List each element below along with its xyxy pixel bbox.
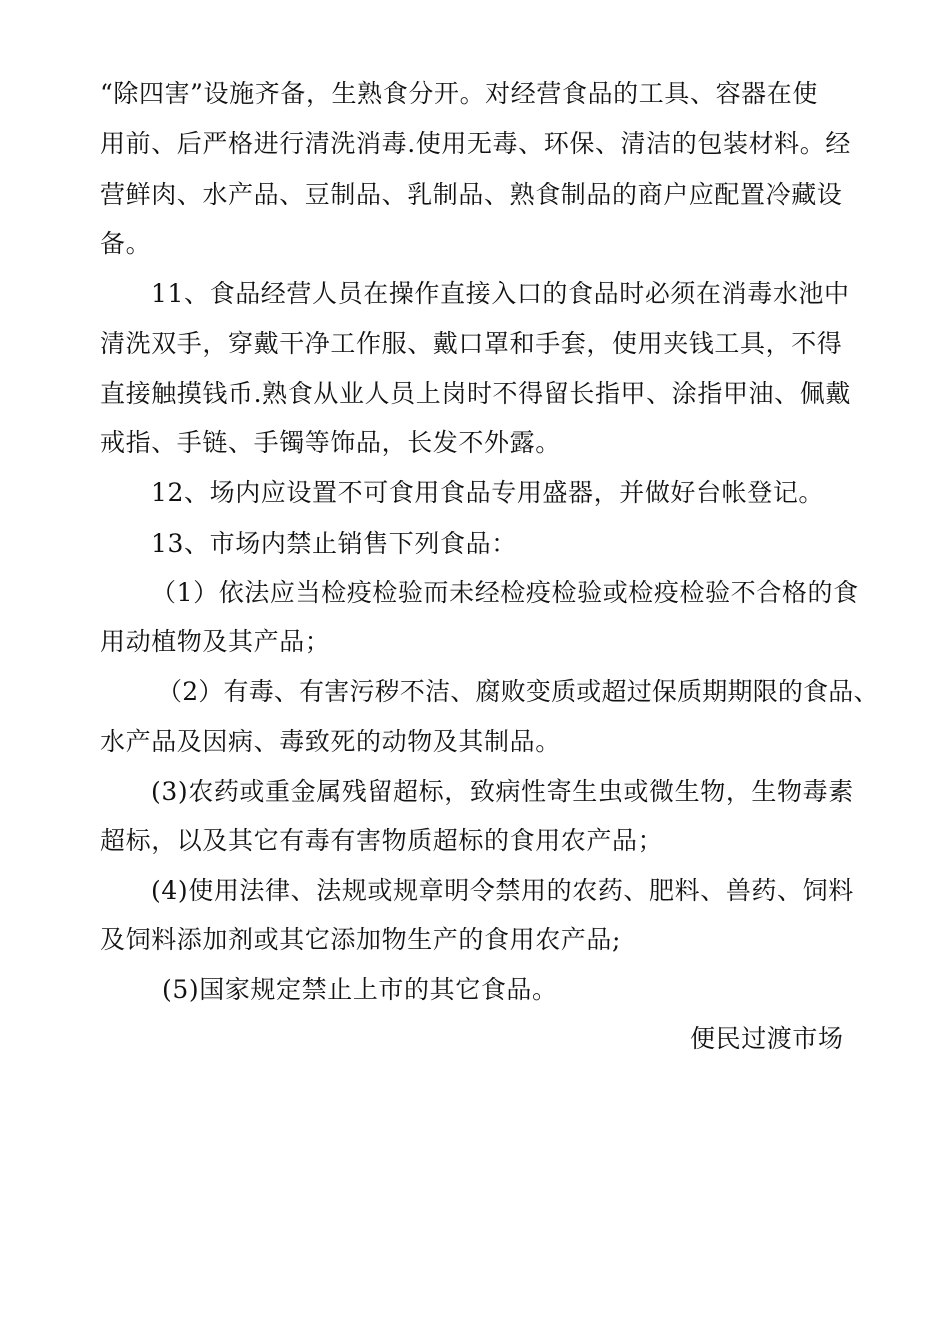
paragraph-13-heading: 13、市场内禁止销售下列食品： — [151, 529, 517, 558]
paragraph-10-line-3: 营鲜肉、水产品、豆制品、乳制品、熟食制品的商户应配置冷藏设 — [100, 180, 843, 209]
paragraph-10-line-4: 备。 — [100, 229, 152, 258]
paragraph-10-line-2: 用前、后严格进行清洗消毒.使用无毒、环保、清洁的包装材料。经 — [100, 129, 851, 158]
paragraph-11-line-1: 11、食品经营人员在操作直接入口的食品时必须在消毒水池中 — [151, 279, 850, 308]
paragraph-11-line-2: 清洗双手，穿戴干净工作服、戴口罩和手套，使用夹钱工具，不得 — [100, 329, 843, 358]
list-item-4-line-2: 及饲料添加剂或其它添加物生产的食用农产品; — [100, 925, 622, 954]
list-item-3-line-2: 超标，以及其它有毒有害物质超标的食用农产品； — [100, 826, 664, 855]
list-item-2-line-2: 水产品及因病、毒致死的动物及其制品。 — [100, 727, 561, 756]
list-item-5: (5)国家规定禁止上市的其它食品。 — [162, 975, 558, 1004]
paragraph-11-line-4: 戒指、手链、手镯等饰品，长发不外露。 — [100, 428, 561, 457]
list-item-1-line-2: 用动植物及其产品； — [100, 627, 331, 656]
signature: 便民过渡市场 — [690, 1024, 844, 1053]
list-item-2-line-1: （2）有毒、有害污秽不洁、腐败变质或超过保质期期限的食品、 — [157, 677, 879, 706]
list-item-4-line-1: (4)使用法律、法规或规章明令禁用的农药、肥料、兽药、饲料 — [151, 876, 854, 905]
list-item-1-line-1: （1）依法应当检疫检验而未经检疫检验或检疫检验不合格的食 — [151, 578, 859, 607]
list-item-3-line-1: (3)农药或重金属残留超标，致病性寄生虫或微生物，生物毒素 — [151, 777, 854, 806]
paragraph-11-line-3: 直接触摸钱币.熟食从业人员上岗时不得留长指甲、涂指甲油、佩戴 — [100, 379, 851, 408]
paragraph-12: 12、场内应设置不可食用食品专用盛器，并做好台帐登记。 — [151, 478, 825, 507]
paragraph-10-line-1: “除四害”设施齐备，生熟食分开。对经营食品的工具、容器在使 — [100, 79, 818, 108]
